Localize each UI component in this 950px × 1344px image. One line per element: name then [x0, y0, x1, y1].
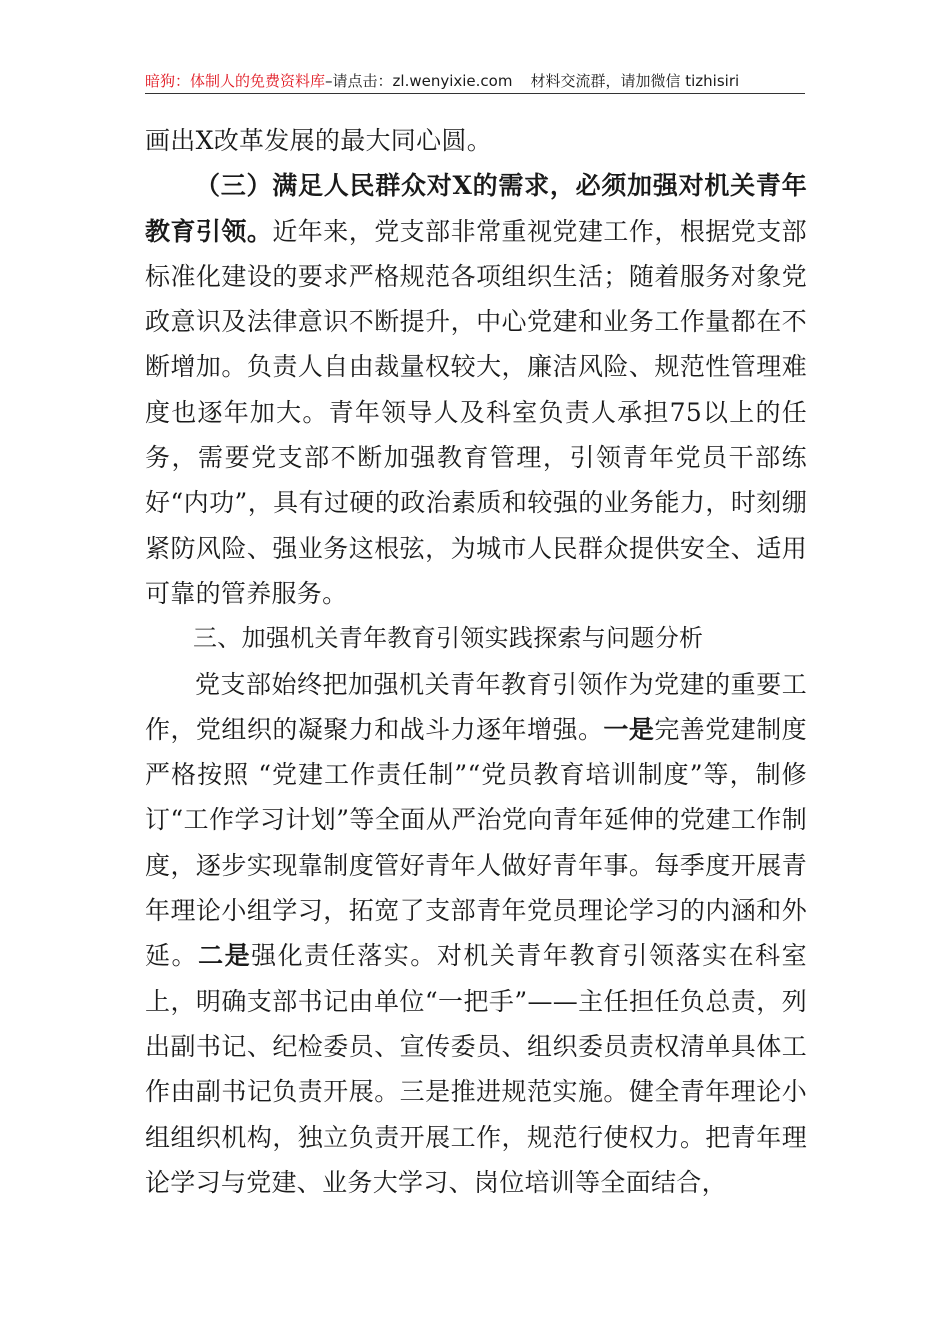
click-prompt: –请点击：	[325, 72, 393, 90]
practice-point-one: 完善党建制度严格按照 “党建工作责任制”“党员教育培训制度”等，制修订“工作学习计划”等全面从严治党向青年延伸的党建工作制度，逐步实现靠制度管好青年人做好青年事。每季度开展青年理论小组学习，拓宽了支部青年党员理论学习的内涵和外延。	[145, 714, 807, 971]
practice-point-two: 强化责任落实。对机关青年教育引领落实在科室上，明确支部书记由单位“一把手”——主任担任负总责，列出副书记、纪检委员、宣传委员、组织委员责权清单具体工作由副书记负责开展。三是推进规范实施。健全青年理论小组组织机构，独立负责开展工作，规范行使权力。把青年理论学习与党建、业务大学习、岗位培训等全面结合，	[145, 941, 807, 1197]
site-url[interactable]: zl.wenyixie.com	[392, 72, 513, 90]
paragraph-continuation: 画出X改革发展的最大同心圆。	[145, 126, 492, 155]
section-heading: 三、加强机关青年教育引领实践探索与问题分析	[193, 624, 704, 653]
practice-intro: 党支部始终把加强机关青年教育引领作为党建的重要工作，党组织的凝聚力和战斗力逐年增强。	[145, 669, 807, 744]
paragraph-practice	[145, 662, 807, 1206]
watermark-title: 暗狗：体制人的免费资料库	[145, 72, 326, 90]
section-body: 近年来，党支部非常重视党建工作，根据党支部标准化建设的要求严格规范各项组织生活；随着服务对象党政意识及法律意识不断提升，中心党建和业务工作量都在不断增加。负责人自由裁量权较大，廉洁风险、规范性管理难度也逐年加大。青年领导人及科室负责人承担75以上的任务，需要党支部不断加强教育管理，引领青年党员干部练好“内功”，具有过硬的政治素质和较强的业务能力，时刻绷紧防风险、强业务这根弦，为城市人民群众提供安全、适用可靠的管养服务。	[145, 216, 807, 608]
paragraph-section-three	[145, 163, 807, 616]
page-header	[145, 70, 805, 92]
wechat-note: 材料交流群，请加微信 tizhisiri	[530, 72, 740, 90]
section-lead: （三）满足人民群众对X的需求，必须加强对机关青年教育引领。	[145, 171, 807, 246]
header-divider	[145, 93, 805, 94]
marker-one: 一是	[603, 714, 655, 744]
marker-two: 二是	[198, 941, 252, 971]
document-body	[145, 118, 807, 1205]
